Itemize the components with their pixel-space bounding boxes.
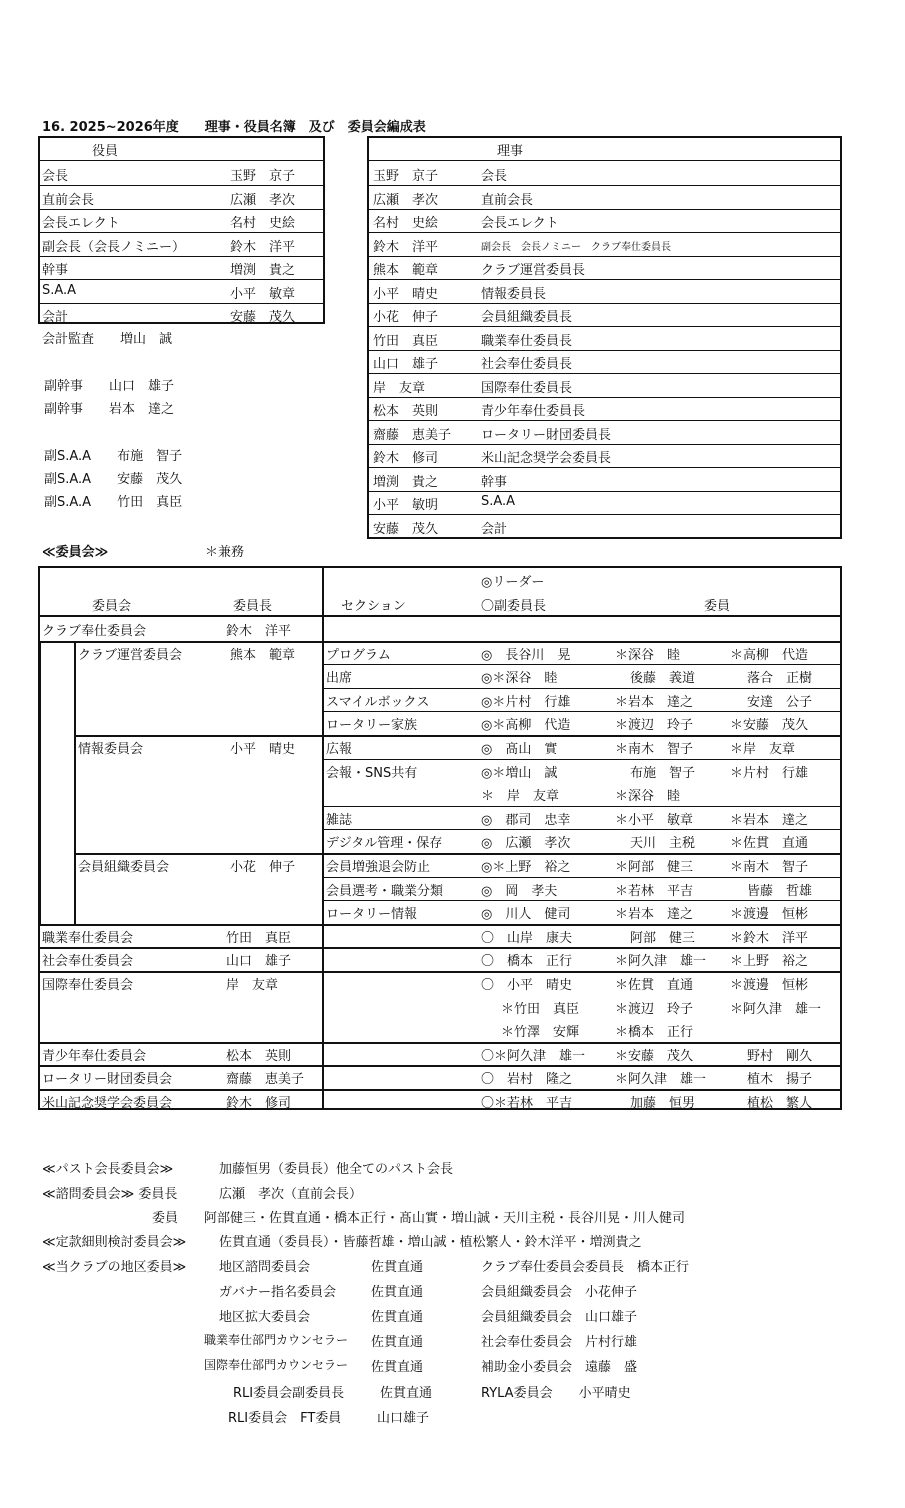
leader: 〇＊若林 平吉 bbox=[481, 1096, 573, 1111]
officer-role: 会計 bbox=[42, 310, 69, 325]
member: ＊岩本 達之 bbox=[615, 907, 694, 923]
leader: ◎＊上野 裕之 bbox=[481, 860, 571, 875]
director-role: 社会奉仕委員長 bbox=[481, 357, 573, 372]
committee-name: ロータリー財団委員会 bbox=[42, 1072, 173, 1088]
officer-extra-item: 副S.A.A 安藤 茂久 bbox=[44, 472, 183, 487]
member: 加藤 恒男 bbox=[630, 1096, 696, 1111]
member: ＊渡邊 恒彬 bbox=[730, 907, 809, 923]
district-member: 佐貫直通 bbox=[371, 1335, 424, 1350]
member: ＊佐貫 直通 bbox=[615, 978, 694, 993]
district-member: 佐貫直通 bbox=[380, 1386, 433, 1401]
leader: ◎ 岡 孝夫 bbox=[481, 883, 558, 899]
leader: ◎ 長谷川 晃 bbox=[481, 647, 571, 663]
section-name: 会報・SNS共有 bbox=[326, 765, 418, 781]
leader: 〇 岩村 隆之 bbox=[481, 1072, 573, 1088]
header-members: 委員 bbox=[704, 599, 731, 614]
director-role: 幹事 bbox=[481, 474, 508, 490]
district-club-member: 社会奉仕委員会 片村行雄 bbox=[481, 1335, 638, 1350]
section-name: 広報 bbox=[326, 742, 353, 757]
directors-table bbox=[367, 136, 842, 539]
committee-name: 国際奉仕委員会 bbox=[42, 978, 134, 993]
director-role: 会長 bbox=[481, 169, 508, 184]
leader: ◎＊増山 誠 bbox=[481, 765, 558, 781]
leader: 〇＊阿久津 雄一 bbox=[481, 1048, 586, 1064]
officer-extra-item: 副幹事 山口 雄子 bbox=[44, 379, 175, 394]
director-name: 名村 史絵 bbox=[373, 216, 439, 231]
note-text: 阿部健三・佐貫直通・橋本正行・髙山實・増山誠・天川主税・長谷川晃・川人健司 bbox=[204, 1211, 686, 1226]
header-vice: 〇副委員長 bbox=[481, 599, 547, 614]
director-name: 鈴木 修司 bbox=[373, 451, 439, 466]
member: 野村 剛久 bbox=[747, 1048, 813, 1064]
leader: ＊竹田 真臣 bbox=[501, 1001, 580, 1017]
note-text: 広瀬 孝次（直前会長） bbox=[219, 1187, 363, 1202]
officer-extra-item: 副S.A.A 竹田 真臣 bbox=[44, 495, 183, 510]
leader: 〇 橋本 正行 bbox=[481, 954, 573, 970]
member: ＊安藤 茂久 bbox=[730, 718, 809, 734]
committee-chair: 鈴木 修司 bbox=[226, 1096, 292, 1111]
director-name: 齋藤 恵美子 bbox=[373, 427, 452, 443]
note-text: 佐貫直通（委員長）・皆藤哲雄・増山誠・植松繁人・鈴木洋平・増渕貴之 bbox=[219, 1235, 642, 1250]
leader: ＊竹澤 安輝 bbox=[501, 1025, 580, 1041]
committee-note: ＊兼務 bbox=[205, 545, 245, 560]
director-name: 広瀬 孝次 bbox=[373, 192, 439, 208]
officer-name: 鈴木 洋平 bbox=[230, 239, 296, 255]
member: 天川 主税 bbox=[630, 836, 696, 852]
section-name: 出席 bbox=[326, 671, 353, 687]
header-section: セクション bbox=[341, 599, 406, 614]
member: ＊橋本 正行 bbox=[615, 1025, 694, 1041]
leader: 〇 山岸 康夫 bbox=[481, 930, 573, 946]
district-committee: RLI委員会 FT委員 bbox=[228, 1411, 342, 1426]
director-role: 職業奉仕委員長 bbox=[481, 333, 573, 349]
committee-chair: 小平 晴史 bbox=[230, 742, 296, 757]
committee-chair: 松本 英則 bbox=[226, 1048, 292, 1064]
member: ＊片村 行雄 bbox=[730, 765, 809, 781]
member: ＊阿久津 雄一 bbox=[615, 954, 707, 970]
district-club-member: 会員組織委員会 山口雄子 bbox=[481, 1310, 638, 1325]
committee-table bbox=[38, 566, 842, 1110]
director-name: 小平 敏明 bbox=[373, 498, 439, 513]
member: ＊若林 平吉 bbox=[615, 883, 694, 899]
leader: ◎＊高柳 代造 bbox=[481, 718, 571, 734]
member: ＊上野 裕之 bbox=[730, 954, 809, 970]
officer-role: 会長 bbox=[42, 169, 69, 184]
section-name: ロータリー家族 bbox=[326, 718, 418, 734]
section-name: デジタル管理・保存 bbox=[326, 836, 443, 852]
officers-header: 役員 bbox=[92, 144, 119, 159]
officer-name: 安藤 茂久 bbox=[230, 310, 296, 325]
officer-name: 広瀬 孝次 bbox=[230, 192, 296, 208]
member: ＊深谷 睦 bbox=[615, 789, 681, 805]
district-club-member: クラブ奉仕委員会委員長 橋本正行 bbox=[481, 1260, 690, 1275]
note-label: ≪パスト会長委員会≫ bbox=[42, 1162, 174, 1177]
director-name: 小花 伸子 bbox=[373, 310, 439, 325]
member: ＊渡辺 玲子 bbox=[615, 718, 694, 734]
director-name: 鈴木 洋平 bbox=[373, 239, 439, 255]
director-name: 竹田 真臣 bbox=[373, 333, 439, 349]
director-role: ロータリー財団委員長 bbox=[481, 427, 612, 443]
director-role: 直前会長 bbox=[481, 192, 534, 208]
section-name: 会員増強退会防止 bbox=[326, 860, 431, 875]
committee-name: 職業奉仕委員会 bbox=[42, 930, 134, 946]
leader: ◎ 髙山 實 bbox=[481, 742, 558, 757]
page-title: 16. 2025~2026年度 理事・役員名簿 及び 委員会編成表 bbox=[42, 120, 426, 135]
leader: ◎＊片村 行雄 bbox=[481, 694, 571, 710]
director-role: S.A.A bbox=[481, 494, 516, 509]
director-role: 米山記念奨学会委員長 bbox=[481, 451, 612, 466]
district-member: 佐貫直通 bbox=[371, 1360, 424, 1375]
director-name: 松本 英則 bbox=[373, 404, 439, 419]
leader: 〇 小平 晴史 bbox=[481, 978, 573, 993]
member: ＊南木 智子 bbox=[615, 742, 694, 757]
director-role: 会長エレクト bbox=[481, 216, 559, 231]
leader: ◎ 川人 健司 bbox=[481, 907, 571, 923]
district-committee: RLI委員会副委員長 bbox=[233, 1386, 345, 1401]
officer-role: 幹事 bbox=[42, 263, 69, 278]
district-member: 佐貫直通 bbox=[371, 1285, 424, 1300]
committee-chair: 熊本 範章 bbox=[230, 647, 296, 663]
member: ＊高柳 代造 bbox=[730, 647, 809, 663]
director-name: 小平 晴史 bbox=[373, 286, 439, 302]
member: ＊岩本 達之 bbox=[615, 694, 694, 710]
director-role: 国際奉仕委員長 bbox=[481, 380, 573, 396]
member: 植松 繁人 bbox=[747, 1096, 813, 1111]
officer-name: 名村 史絵 bbox=[230, 216, 296, 231]
member: 後藤 義道 bbox=[630, 671, 696, 687]
committee-name: 社会奉仕委員会 bbox=[42, 954, 134, 970]
director-role: 情報委員長 bbox=[481, 286, 547, 302]
committee-heading: ≪委員会≫ bbox=[42, 545, 109, 560]
member: ＊渡辺 玲子 bbox=[615, 1001, 694, 1017]
member: ＊阿久津 雄一 bbox=[615, 1072, 707, 1088]
member: ＊鈴木 洋平 bbox=[730, 930, 809, 946]
district-committee: 地区諮問委員会 bbox=[219, 1260, 311, 1275]
section-name: 会員選考・職業分類 bbox=[326, 883, 444, 899]
director-role: 副会長 会長ノミニー クラブ奉仕委員長 bbox=[481, 241, 671, 253]
note-label: ≪定款細則検討委員会≫ bbox=[42, 1235, 187, 1250]
leader: ◎ 広瀬 孝次 bbox=[481, 836, 571, 852]
member: ＊阿久津 雄一 bbox=[730, 1001, 822, 1017]
member: ＊南木 智子 bbox=[730, 860, 809, 875]
note-text: 加藤恒男（委員長）他全てのパスト会長 bbox=[219, 1162, 454, 1177]
member: 落合 正樹 bbox=[747, 671, 813, 687]
district-club-member: RYLA委員会 小平晴史 bbox=[481, 1386, 631, 1401]
officers-table bbox=[38, 136, 325, 324]
member: 阿部 健三 bbox=[630, 930, 696, 946]
leader: ◎ 郡司 忠幸 bbox=[481, 812, 571, 828]
officer-extra-item: 副S.A.A 布施 智子 bbox=[44, 449, 183, 464]
director-name: 熊本 範章 bbox=[373, 263, 439, 278]
member: ＊深谷 睦 bbox=[615, 647, 681, 663]
officer-name: 小平 敏章 bbox=[230, 286, 296, 302]
officer-extra-item: 副幹事 岩本 達之 bbox=[44, 402, 175, 417]
member: ＊小平 敏章 bbox=[615, 812, 694, 828]
member: 皆藤 哲雄 bbox=[747, 883, 813, 899]
committee-chair: 鈴木 洋平 bbox=[226, 624, 292, 639]
director-role: 会員組織委員長 bbox=[481, 310, 573, 325]
section-name: スマイルボックス bbox=[326, 694, 430, 710]
committee-name: 米山記念奨学会委員会 bbox=[42, 1096, 173, 1111]
committee-name: 会員組織委員会 bbox=[78, 860, 170, 875]
officer-extra-item: 会計監査 増山 誠 bbox=[42, 332, 173, 347]
committee-chair: 岸 友章 bbox=[226, 978, 279, 993]
committee-name: クラブ奉仕委員会 bbox=[42, 624, 147, 639]
committee-chair: 山口 雄子 bbox=[226, 954, 292, 970]
member: ＊渡邊 恒彬 bbox=[730, 978, 809, 993]
committee-chair: 小花 伸子 bbox=[230, 860, 296, 875]
member: ＊岩本 達之 bbox=[730, 812, 809, 828]
director-name: 玉野 京子 bbox=[373, 169, 439, 184]
committee-chair: 竹田 真臣 bbox=[226, 930, 292, 946]
leader: ◎＊深谷 睦 bbox=[481, 671, 558, 687]
officer-name: 増渕 貴之 bbox=[230, 263, 296, 278]
member: ＊阿部 健三 bbox=[615, 860, 694, 875]
district-committee: ガバナー指名委員会 bbox=[219, 1285, 337, 1300]
member: 布施 智子 bbox=[630, 765, 696, 781]
leader: ＊ 岸 友章 bbox=[481, 789, 560, 805]
director-role: 青少年奉仕委員長 bbox=[481, 404, 586, 419]
director-role: クラブ運営委員長 bbox=[481, 263, 586, 278]
director-name: 山口 雄子 bbox=[373, 357, 439, 372]
section-name: プログラム bbox=[326, 647, 391, 663]
section-name: ロータリー情報 bbox=[326, 907, 418, 923]
director-name: 増渕 貴之 bbox=[373, 474, 439, 490]
member: 安達 公子 bbox=[747, 694, 813, 710]
header-committee: 委員会 bbox=[92, 599, 132, 614]
district-committee: 国際奉仕部門カウンセラー bbox=[204, 1358, 349, 1372]
header-chair: 委員長 bbox=[233, 599, 273, 614]
officer-role: 副会長（会長ノミニー） bbox=[42, 239, 186, 255]
committee-name: クラブ運営委員会 bbox=[78, 647, 183, 663]
district-member: 佐貫直通 bbox=[371, 1310, 424, 1325]
district-member: 山口雄子 bbox=[377, 1411, 430, 1426]
officer-role: 会長エレクト bbox=[42, 216, 120, 231]
committee-name: 情報委員会 bbox=[78, 742, 144, 757]
member: ＊岸 友章 bbox=[730, 742, 796, 757]
district-club-member: 会員組織委員会 小花伸子 bbox=[481, 1285, 638, 1300]
note-label: ≪当クラブの地区委員≫ bbox=[42, 1260, 187, 1275]
district-committee: 職業奉仕部門カウンセラー bbox=[204, 1333, 349, 1347]
note-label: 委員 bbox=[152, 1211, 179, 1226]
committee-chair: 齋藤 恵美子 bbox=[226, 1072, 305, 1088]
officer-role: 直前会長 bbox=[42, 192, 95, 208]
member: ＊安藤 茂久 bbox=[615, 1048, 694, 1064]
district-club-member: 補助金小委員会 遠藤 盛 bbox=[481, 1360, 638, 1375]
member: ＊佐貫 直通 bbox=[730, 836, 809, 852]
director-role: 会計 bbox=[481, 521, 508, 537]
member: 植木 揚子 bbox=[747, 1072, 813, 1088]
district-member: 佐貫直通 bbox=[371, 1260, 424, 1275]
director-name: 安藤 茂久 bbox=[373, 521, 439, 537]
section-name: 雑誌 bbox=[326, 812, 353, 828]
officer-role: S.A.A bbox=[42, 282, 77, 298]
note-label: ≪諮問委員会≫ 委員長 bbox=[42, 1187, 178, 1202]
header-leader: ◎リーダー bbox=[481, 575, 545, 590]
directors-header: 理事 bbox=[497, 144, 524, 159]
district-committee: 地区拡大委員会 bbox=[219, 1310, 311, 1325]
committee-name: 青少年奉仕委員会 bbox=[42, 1048, 147, 1064]
officer-name: 玉野 京子 bbox=[230, 169, 296, 184]
director-name: 岸 友章 bbox=[373, 380, 426, 396]
